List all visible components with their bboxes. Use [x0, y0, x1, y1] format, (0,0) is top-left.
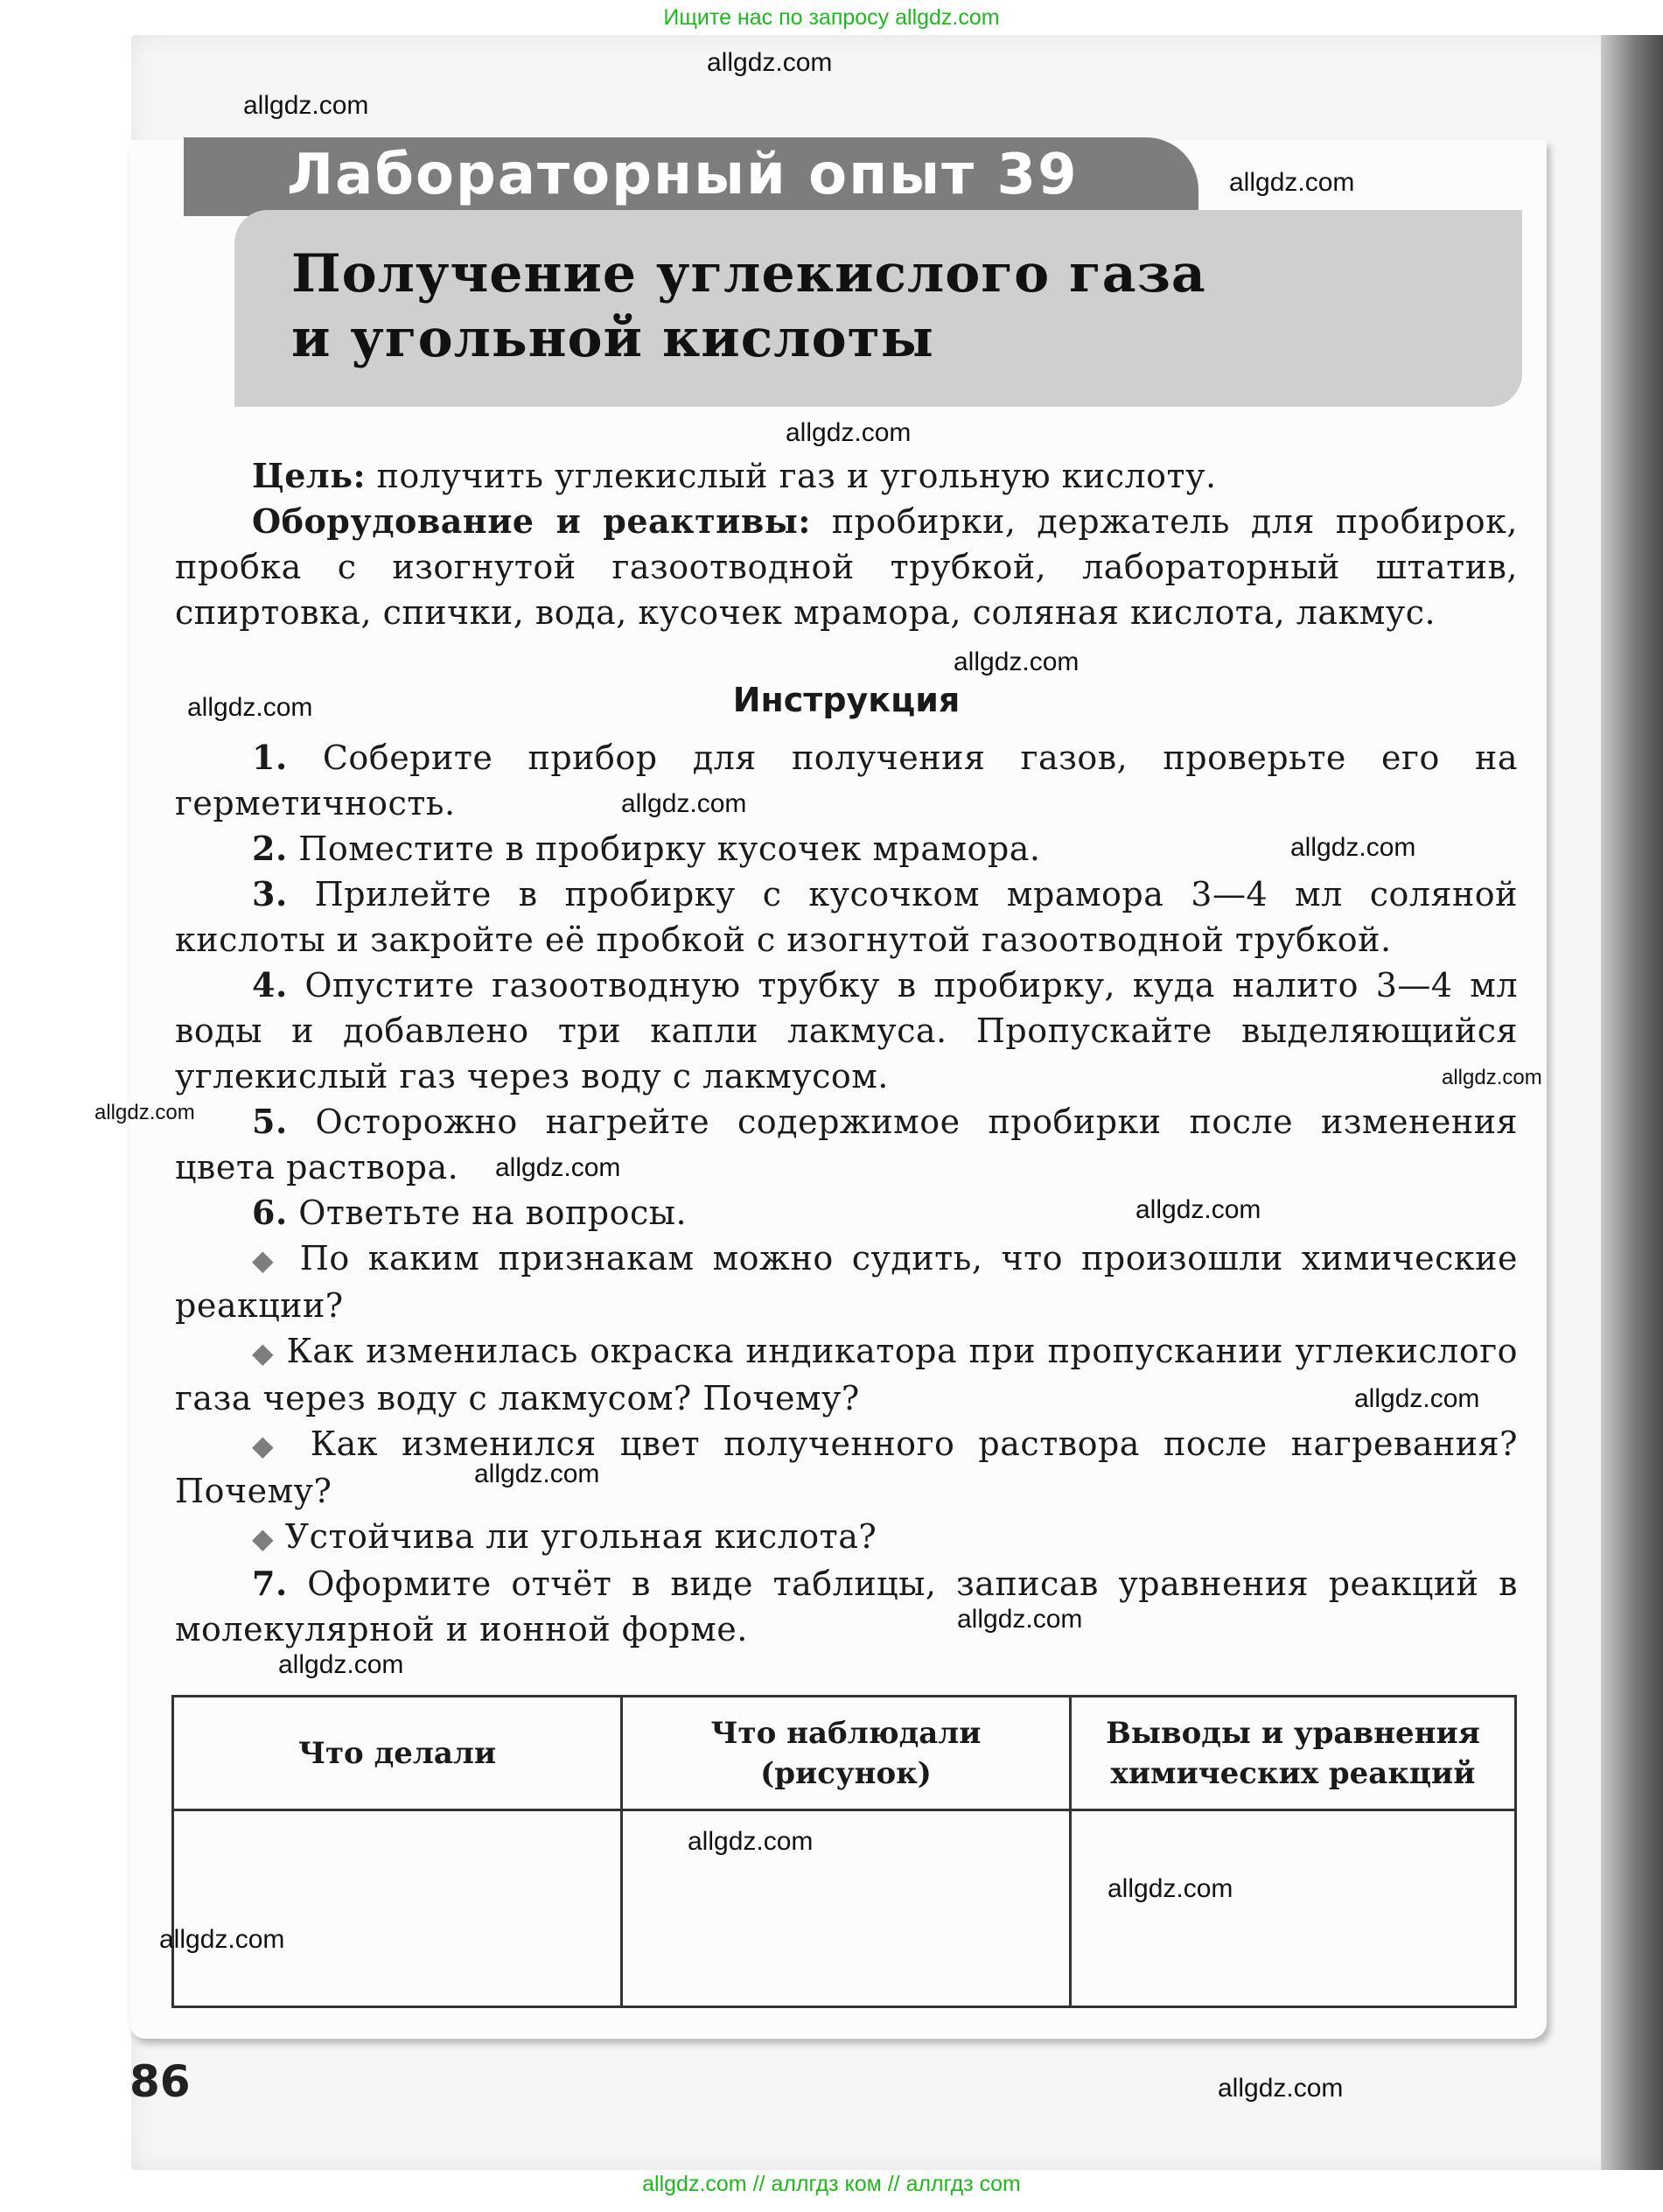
- equipment-paragraph: [175, 499, 1518, 635]
- watermark: allgdz.com: [243, 91, 369, 120]
- watermark: allgdz.com: [1108, 1874, 1233, 1903]
- instructions-section: [175, 735, 1518, 1652]
- intro-section: [175, 453, 1518, 635]
- title-box: [234, 210, 1522, 407]
- diamond-bullet-icon: ◆: [252, 1522, 275, 1555]
- header-observed: [622, 1697, 1071, 1810]
- question-1: [175, 1236, 1518, 1328]
- question-text: Как изменилась окраска индикатора при пропускании углекислого газа через воду с лакмусом? Почему?: [175, 1332, 1518, 1418]
- header-conclusions: [1071, 1697, 1516, 1810]
- watermark: allgdz.com: [1354, 1384, 1480, 1413]
- step-7: [175, 1561, 1518, 1652]
- equipment-text: пробирки, держатель для пробирок, пробка с изогнутой газоотводной трубкой, лабораторный штатив, спиртовка, спички, вода, кусочек мрамора, соляная кислота, лакмус.: [175, 502, 1518, 632]
- step-text: Прилейте в пробирку с кусочком мрамора 3—4 мл соляной кислоты и закройте её пробкой с изогнутой газоотводной трубкой.: [175, 875, 1518, 959]
- watermark: allgdz.com: [1218, 2074, 1344, 2103]
- watermark: allgdz.com: [1229, 168, 1355, 197]
- step-number: 3.: [252, 874, 288, 914]
- step-number: 7.: [252, 1564, 288, 1603]
- watermark: allgdz.com: [1135, 1195, 1261, 1224]
- header-observed-line2: (рисунок): [760, 1755, 932, 1791]
- step-4: [175, 962, 1518, 1099]
- report-table: [171, 1695, 1517, 2008]
- watermark: allgdz.com: [278, 1650, 404, 1679]
- step-text: Опустите газоотводную трубку в пробирку, куда налито 3—4 мл воды и добавлено три капли лакмуса. Пропускайте выделяющийся углекислый газ через воду с лакмусом.: [175, 966, 1518, 1096]
- step-text: Ответьте на вопросы.: [287, 1194, 688, 1232]
- question-text: Как изменился цвет полученного раствора после нагревания? Почему?: [175, 1424, 1518, 1510]
- table-header-row: [173, 1697, 1516, 1810]
- top-banner[interactable]: Ищите нас по запросу allgdz.com: [663, 5, 1000, 30]
- title-line-1: Получение углекислого газа: [291, 243, 1206, 304]
- question-text: По каким признакам можно судить, что произошли химические реакции?: [175, 1239, 1518, 1325]
- question-text: Устойчива ли угольная кислота?: [284, 1517, 877, 1556]
- step-text: Оформите отчёт в виде таблицы, записав уравнения реакций в молекулярной и ионной форме.: [175, 1564, 1518, 1648]
- step-number: 4.: [252, 965, 288, 1004]
- watermark: allgdz.com: [954, 648, 1080, 676]
- header-what-done-text: Что делали: [297, 1735, 497, 1771]
- goal-paragraph: [175, 453, 1518, 499]
- watermark: allgdz.com: [707, 48, 833, 77]
- lab-experiment-label: Лабораторный опыт 39: [287, 143, 1079, 207]
- page-number: 86: [129, 2056, 191, 2107]
- watermark: allgdz.com: [94, 1101, 195, 1124]
- question-4: [175, 1514, 1518, 1561]
- step-number: 5.: [252, 1102, 288, 1141]
- header-conclusions-line2: химических реакций: [1110, 1755, 1476, 1791]
- watermark: allgdz.com: [187, 693, 313, 722]
- watermark: allgdz.com: [159, 1925, 285, 1954]
- step-text: Осторожно нагрейте содержимое пробирки после изменения цвета раствора.: [175, 1102, 1518, 1186]
- step-text: Соберите прибор для получения газов, проверьте его на герметичность.: [175, 738, 1518, 822]
- table-row: [173, 1810, 1516, 2007]
- bottom-banner[interactable]: allgdz.com // аллгдз ком // аллгдз com: [642, 2172, 1021, 2196]
- step-5: [175, 1099, 1518, 1190]
- header-observed-line1: Что наблюдали: [710, 1715, 982, 1751]
- watermark: allgdz.com: [1290, 833, 1416, 862]
- lab-experiment-tab: [184, 137, 1198, 216]
- goal-text: получить углекислый газ и угольную кислоту.: [366, 457, 1217, 495]
- watermark: allgdz.com: [474, 1460, 600, 1488]
- header-what-done: [173, 1697, 622, 1810]
- step-text: Поместите в пробирку кусочек мрамора.: [287, 830, 1041, 868]
- step-1: [175, 735, 1518, 826]
- instruction-heading: Инструкция: [732, 681, 961, 719]
- answer-cell-conclusions[interactable]: [1071, 1810, 1516, 2007]
- diamond-bullet-icon: ◆: [252, 1336, 275, 1369]
- title-line-2: и угольной кислоты: [291, 308, 934, 369]
- question-2: [175, 1328, 1518, 1421]
- step-number: 2.: [252, 829, 288, 868]
- step-number: 1.: [252, 738, 288, 777]
- step-6: [175, 1190, 1518, 1236]
- watermark: allgdz.com: [786, 418, 912, 447]
- header-conclusions-line1: Выводы и уравнения: [1106, 1715, 1480, 1751]
- watermark: allgdz.com: [495, 1153, 621, 1182]
- book-spine: [1601, 35, 1663, 2170]
- diamond-bullet-icon: ◆: [252, 1243, 282, 1277]
- watermark: allgdz.com: [957, 1605, 1083, 1634]
- step-number: 6.: [252, 1193, 288, 1232]
- goal-label: Цель:: [252, 456, 367, 495]
- watermark: allgdz.com: [621, 789, 747, 818]
- diamond-bullet-icon: ◆: [252, 1429, 287, 1462]
- equipment-label: Оборудование и реактивы:: [252, 501, 811, 541]
- answer-cell-what-done[interactable]: [173, 1810, 622, 2007]
- question-3: [175, 1421, 1518, 1514]
- watermark: allgdz.com: [1442, 1066, 1542, 1089]
- watermark: allgdz.com: [688, 1827, 814, 1856]
- step-3: [175, 872, 1518, 962]
